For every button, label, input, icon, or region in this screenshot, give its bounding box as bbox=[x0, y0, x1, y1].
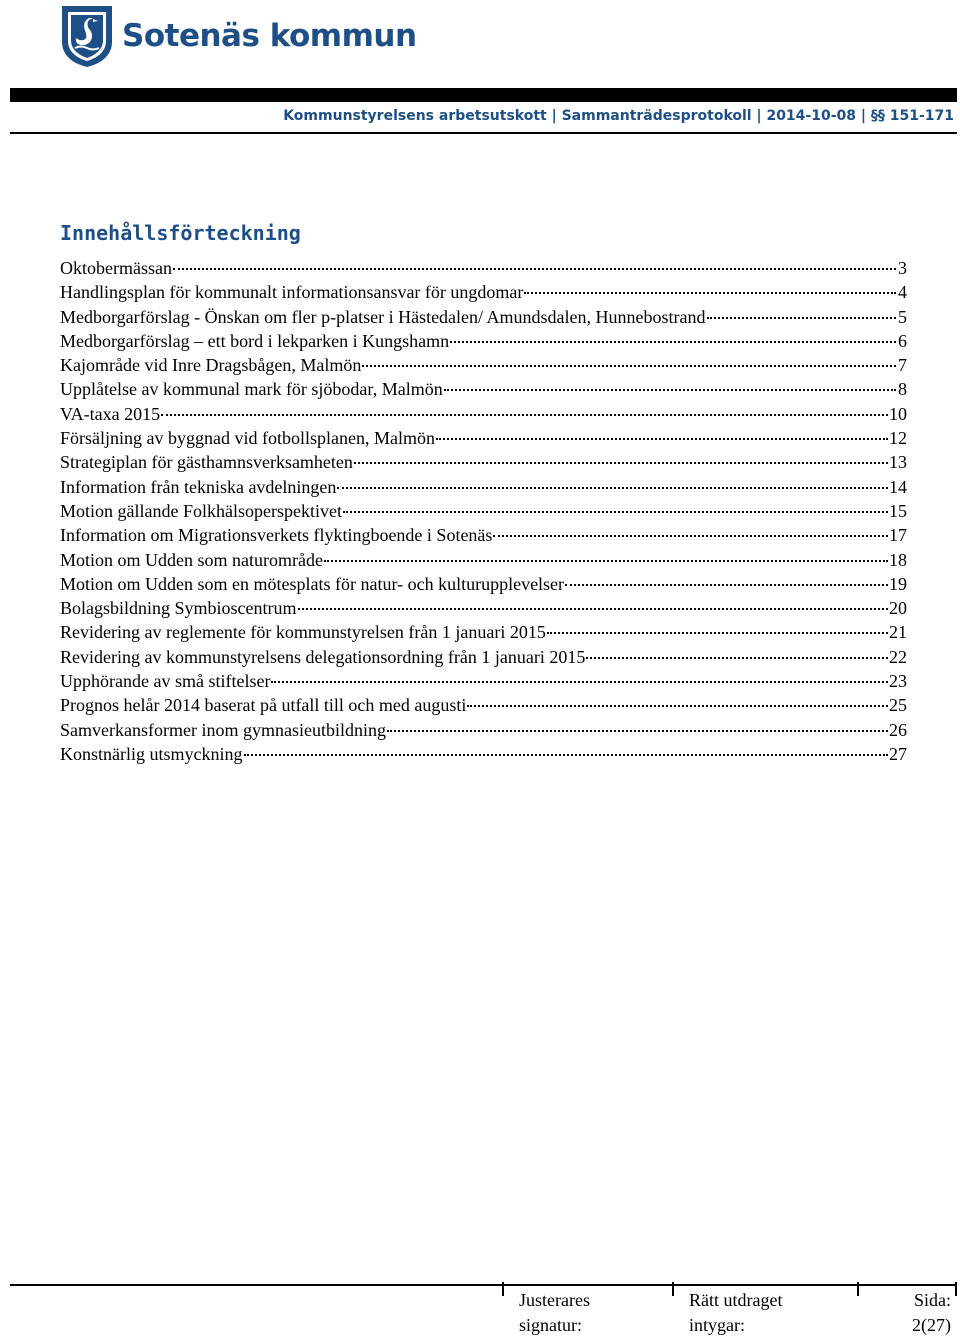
toc-entry[interactable] bbox=[60, 620, 907, 644]
toc-entry-title: Bolagsbildning Symbioscentrum bbox=[60, 598, 297, 619]
toc-entry-title: Kajområde vid Inre Dragsbågen, Malmön bbox=[60, 355, 362, 376]
toc-entry-title: Handlingsplan för kommunalt informationsansvar för ungdomar bbox=[60, 282, 524, 303]
toc-entry[interactable] bbox=[60, 572, 907, 596]
toc-leader-dots bbox=[467, 704, 888, 707]
swan-shield-icon bbox=[60, 4, 114, 68]
toc-entry-page: 6 bbox=[898, 330, 907, 351]
header-underline bbox=[10, 132, 957, 134]
brand-name: Sotenäs kommun bbox=[122, 18, 417, 54]
toc-leader-dots bbox=[362, 364, 896, 367]
footer-justerares bbox=[519, 1288, 590, 1338]
toc-entry-page: 17 bbox=[889, 525, 907, 546]
toc-entry[interactable] bbox=[60, 669, 907, 693]
toc-entry-page: 13 bbox=[889, 452, 907, 473]
toc-leader-dots bbox=[547, 631, 888, 634]
toc-entry[interactable] bbox=[60, 353, 907, 377]
toc-entry-page: 5 bbox=[898, 306, 907, 327]
toc-list bbox=[60, 256, 907, 766]
toc-entry-title: Strategiplan för gästhamnsverksamheten bbox=[60, 452, 353, 473]
toc-entry-page: 12 bbox=[889, 428, 907, 449]
toc-entry-title: Upplåtelse av kommunal mark för sjöbodar, Malmön bbox=[60, 379, 443, 400]
toc-entry[interactable] bbox=[60, 596, 907, 620]
toc-entry[interactable] bbox=[60, 450, 907, 474]
toc-entry-title: Medborgarförslag - Önskan om fler p-platser i Hästedalen/ Amundsdalen, Hunnebostrand bbox=[60, 306, 706, 327]
toc-entry-page: 10 bbox=[889, 403, 907, 424]
toc-entry-title: Revidering av kommunstyrelsens delegationsordning från 1 januari 2015 bbox=[60, 646, 586, 667]
toc-entry-page: 21 bbox=[889, 622, 907, 643]
toc-entry[interactable] bbox=[60, 426, 907, 450]
toc-leader-dots bbox=[493, 534, 888, 537]
toc-entry-page: 4 bbox=[898, 282, 907, 303]
toc-leader-dots bbox=[271, 680, 888, 683]
toc-entry-page: 26 bbox=[889, 719, 907, 740]
toc-entry-title: Konstnärlig utsmyckning bbox=[60, 743, 243, 764]
toc-entry-page: 8 bbox=[898, 379, 907, 400]
toc-entry-page: 19 bbox=[889, 573, 907, 594]
toc-leader-dots bbox=[354, 461, 888, 464]
toc-entry[interactable] bbox=[60, 499, 907, 523]
toc-leader-dots bbox=[337, 486, 888, 489]
toc-leader-dots bbox=[173, 267, 896, 270]
toc-entry-title: Försäljning av byggnad vid fotbollsplanen, Malmön bbox=[60, 428, 435, 449]
toc-leader-dots bbox=[436, 437, 888, 440]
signatur-label: signatur: bbox=[519, 1315, 582, 1335]
toc-entry[interactable] bbox=[60, 742, 907, 766]
justerares-label: Justerares bbox=[519, 1290, 590, 1310]
toc-entry[interactable] bbox=[60, 305, 907, 329]
toc-leader-dots bbox=[324, 559, 888, 562]
toc-entry[interactable] bbox=[60, 377, 907, 401]
toc-entry-title: Prognos helår 2014 baserat på utfall till och med augusti bbox=[60, 695, 467, 716]
toc-entry-page: 23 bbox=[889, 671, 907, 692]
footer-ratt-utdraget bbox=[689, 1288, 782, 1338]
toc-entry-title: Samverkansformer inom gymnasieutbildning bbox=[60, 719, 386, 740]
toc-entry-title: Information från tekniska avdelningen bbox=[60, 476, 337, 497]
toc-entry[interactable] bbox=[60, 329, 907, 353]
toc-entry-page: 14 bbox=[889, 476, 907, 497]
toc-leader-dots bbox=[707, 316, 896, 319]
toc-entry-title: Upphörande av små stiftelser bbox=[60, 671, 271, 692]
toc-entry-page: 18 bbox=[889, 549, 907, 570]
toc-entry[interactable] bbox=[60, 280, 907, 304]
toc-leader-dots bbox=[524, 291, 896, 294]
toc-entry[interactable] bbox=[60, 548, 907, 572]
toc-entry[interactable] bbox=[60, 693, 907, 717]
toc-entry-title: Information om Migrationsverkets flyktingboende i Sotenäs bbox=[60, 525, 493, 546]
toc-leader-dots bbox=[244, 753, 889, 756]
toc-leader-dots bbox=[343, 510, 888, 513]
toc-entry[interactable] bbox=[60, 256, 907, 280]
toc-entry[interactable] bbox=[60, 645, 907, 669]
toc-entry[interactable] bbox=[60, 402, 907, 426]
toc-entry-title: Medborgarförslag – ett bord i lekparken i Kungshamn bbox=[60, 330, 450, 351]
toc-entry-page: 27 bbox=[889, 743, 907, 764]
toc-entry-page: 20 bbox=[889, 598, 907, 619]
toc-entry-title: Oktobermässan bbox=[60, 258, 172, 278]
toc-entry-page: 22 bbox=[889, 646, 907, 667]
toc-leader-dots bbox=[450, 340, 896, 343]
toc-entry-title: Revidering av reglemente för kommunstyrelsen från 1 januari 2015 bbox=[60, 622, 546, 643]
protocol-header: Kommunstyrelsens arbetsutskott | Sammanträdesprotokoll | 2014-10-08 | §§ 151-171 bbox=[283, 108, 954, 124]
toc-entry[interactable] bbox=[60, 718, 907, 742]
intygar-label: intygar: bbox=[689, 1315, 745, 1335]
toc-title: Innehållsförteckning bbox=[60, 221, 301, 245]
toc-entry-page: 3 bbox=[898, 258, 907, 278]
toc-leader-dots bbox=[444, 388, 896, 391]
toc-leader-dots bbox=[298, 607, 889, 610]
toc-entry-title: Motion om Udden som naturområde bbox=[60, 549, 323, 570]
toc-entry-page: 25 bbox=[889, 695, 907, 716]
toc-leader-dots bbox=[586, 656, 888, 659]
toc-entry-title: VA-taxa 2015 bbox=[60, 403, 161, 424]
toc-entry[interactable] bbox=[60, 475, 907, 499]
logo bbox=[60, 4, 417, 68]
toc-leader-dots bbox=[161, 413, 888, 416]
toc-leader-dots bbox=[565, 583, 888, 586]
footer-sida bbox=[895, 1288, 951, 1338]
toc-entry-title: Motion gällande Folkhälsoperspektivet bbox=[60, 500, 342, 521]
toc-entry-title: Motion om Udden som en mötesplats för natur- och kulturupplevelser bbox=[60, 573, 565, 594]
sida-value: 2(27) bbox=[912, 1315, 951, 1335]
toc-entry-page: 7 bbox=[898, 355, 907, 376]
toc-entry[interactable] bbox=[60, 523, 907, 547]
sida-label: Sida: bbox=[913, 1290, 951, 1310]
toc-leader-dots bbox=[387, 729, 888, 732]
toc-entry-page: 15 bbox=[889, 500, 907, 521]
header-rule bbox=[10, 88, 957, 102]
ratt-utdraget-label: Rätt utdraget bbox=[689, 1290, 783, 1310]
